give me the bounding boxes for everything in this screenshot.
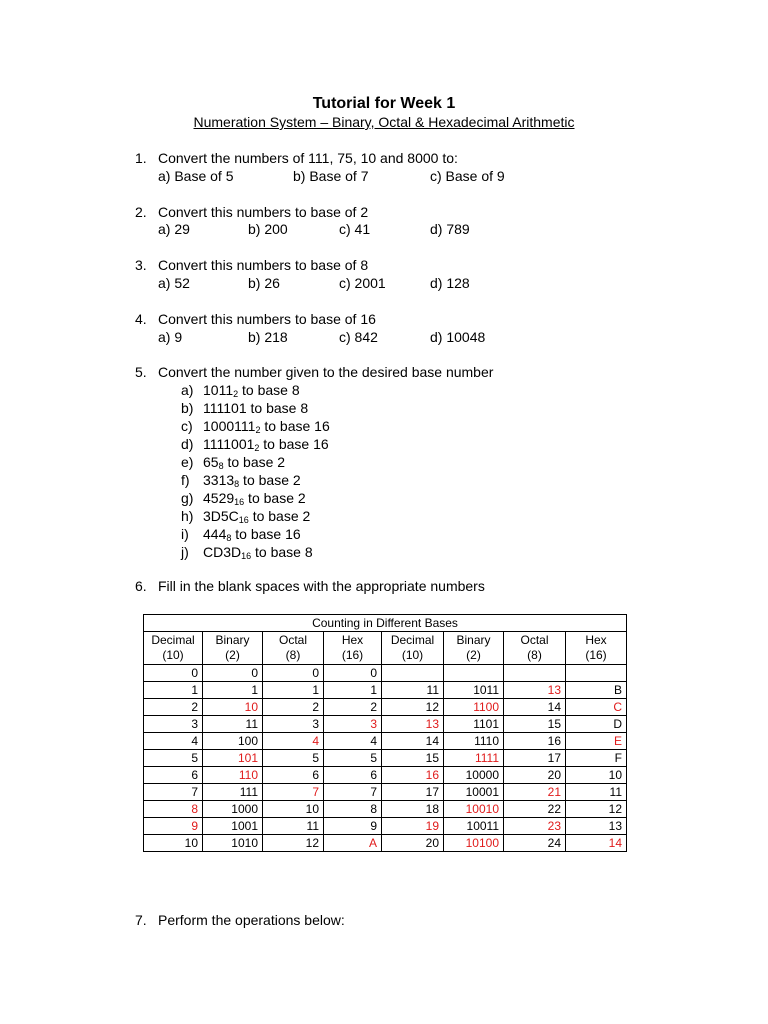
table-cell: 0: [263, 665, 324, 682]
question-2-option: c) 41: [339, 221, 371, 237]
item-target: to base 8: [238, 382, 300, 398]
question-5-item-text: [203, 544, 313, 561]
question-4-option: c) 842: [339, 329, 378, 345]
table-row: [144, 733, 627, 750]
column-header-base: (10): [401, 648, 424, 662]
table-cell: 2: [144, 699, 203, 716]
table-cell: 17: [382, 784, 444, 801]
table-cell: E: [566, 733, 627, 750]
table-cell: 16: [504, 733, 566, 750]
table-cell: 1011: [444, 682, 504, 699]
table-cell: 8: [324, 801, 382, 818]
column-header-base: (10): [162, 648, 184, 662]
table-row: [144, 784, 627, 801]
item-value: 111101: [203, 400, 247, 416]
column-header: [382, 632, 444, 665]
question-3-option: a) 52: [158, 275, 190, 291]
table-cell: 18: [382, 801, 444, 818]
table-cell: 13: [382, 716, 444, 733]
item-target: to base 8: [246, 400, 309, 416]
table-cell: 4: [263, 733, 324, 750]
table-cell: 100: [203, 733, 263, 750]
question-5-item-text: [203, 400, 308, 417]
column-header-base: (2): [225, 648, 240, 662]
question-5-item-text: [203, 472, 301, 489]
column-header-base: (2): [466, 648, 481, 662]
table-cell: 5: [144, 750, 203, 767]
table-cell: 4: [144, 733, 203, 750]
table-cell: 21: [504, 784, 566, 801]
column-header-name: Decimal: [390, 633, 435, 647]
question-5-item-text: [203, 490, 306, 507]
table-cell: 7: [324, 784, 382, 801]
item-base-subscript: 8: [226, 533, 232, 543]
column-header-base: (16): [585, 648, 607, 662]
table-cell: 1: [324, 682, 382, 699]
question-3-option: c) 2001: [339, 275, 386, 291]
table-cell: 110: [203, 767, 263, 784]
table-row: [144, 665, 627, 682]
table-cell: 15: [504, 716, 566, 733]
question-1-option: c) Base of 9: [430, 168, 505, 184]
table-cell: 0: [203, 665, 263, 682]
question-2-option: d) 789: [430, 221, 470, 237]
table-cell: 1111: [444, 750, 504, 767]
question-5-item-label: a): [181, 382, 194, 398]
table-cell: 10010: [444, 801, 504, 818]
page-title: Tutorial for Week 1: [312, 95, 456, 112]
table-cell: 2: [263, 699, 324, 716]
item-value: 4529: [203, 490, 235, 506]
question-1-option: a) Base of 5: [158, 168, 234, 184]
table-cell: [504, 665, 566, 682]
table-cell: 9: [324, 818, 382, 835]
question-5-item-label: c): [181, 418, 193, 434]
table-cell: B: [566, 682, 627, 699]
table-cell: 1100: [444, 699, 504, 716]
question-4-option: a) 9: [158, 329, 183, 345]
column-header-name: Hex: [585, 633, 607, 647]
table-cell: 5: [263, 750, 324, 767]
table-cell: 20: [504, 767, 566, 784]
table-cell: 3: [263, 716, 324, 733]
item-base-subscript: 16: [234, 497, 245, 507]
table-cell: 11: [382, 682, 444, 699]
table-cell: 5: [324, 750, 382, 767]
column-header: [566, 632, 627, 665]
table-cell: 15: [382, 750, 444, 767]
table-cell: [566, 665, 627, 682]
question-5-item-label: b): [181, 400, 194, 416]
table-cell: 8: [144, 801, 203, 818]
item-value: 3D5C: [203, 508, 239, 524]
table-cell: 10100: [444, 835, 504, 852]
table-row: [144, 699, 627, 716]
question-5-item-text: [203, 382, 300, 399]
table-cell: [382, 665, 444, 682]
item-base-subscript: 2: [255, 425, 261, 435]
question-5-text: Convert the number given to the desired base number: [158, 364, 494, 380]
table-cell: 6: [263, 767, 324, 784]
table-cell: 10001: [444, 784, 504, 801]
table-cell: 10: [144, 835, 203, 852]
table-cell: 13: [504, 682, 566, 699]
question-5-item-label: d): [181, 436, 194, 452]
item-base-subscript: 2: [254, 443, 260, 453]
table-cell: 0: [144, 665, 203, 682]
table-cell: D: [566, 716, 627, 733]
item-target: to base 8: [251, 544, 313, 560]
question-7-number: 7.: [135, 912, 147, 928]
question-3-text: Convert this numbers to base of 8: [158, 257, 369, 273]
table-cell: 1: [203, 682, 263, 699]
question-5-item-text: [203, 526, 301, 543]
table-cell: 20: [382, 835, 444, 852]
question-2-option: a) 29: [158, 221, 190, 237]
question-6-number: 6.: [135, 578, 147, 594]
table-cell: 10: [263, 801, 324, 818]
question-2-number: 2.: [135, 204, 147, 220]
table-row: [144, 716, 627, 733]
item-value: 3313: [203, 472, 235, 488]
table-cell: 14: [504, 699, 566, 716]
question-4-text: Convert this numbers to base of 16: [158, 311, 376, 327]
question-4-number: 4.: [135, 311, 147, 327]
table-cell: 12: [263, 835, 324, 852]
column-header-base: (8): [527, 648, 542, 662]
table-cell: 14: [382, 733, 444, 750]
table-cell: 19: [382, 818, 444, 835]
table-cell: 24: [504, 835, 566, 852]
item-value: 65: [203, 454, 219, 470]
table-cell: 6: [324, 767, 382, 784]
table-row: [144, 835, 627, 852]
table-cell: 1010: [203, 835, 263, 852]
table-cell: 13: [566, 818, 627, 835]
item-value: 444: [203, 526, 227, 542]
item-target: to base 16: [231, 526, 301, 542]
table-cell: 2: [324, 699, 382, 716]
column-header-base: (16): [341, 648, 364, 662]
question-6-text: Fill in the blank spaces with the appropriate numbers: [158, 578, 485, 594]
table-cell: 3: [144, 716, 203, 733]
item-target: to base 2: [239, 472, 301, 488]
table-cell: C: [566, 699, 627, 716]
table-cell: 10: [566, 767, 627, 784]
column-header-name: Decimal: [151, 633, 195, 647]
table-cell: 22: [504, 801, 566, 818]
table-cell: 10011: [444, 818, 504, 835]
column-header: [144, 632, 203, 665]
item-base-subscript: 16: [241, 551, 252, 561]
table-row: [144, 750, 627, 767]
column-header-name: Octal: [520, 633, 549, 647]
question-5-number: 5.: [135, 364, 147, 380]
column-header-name: Binary: [215, 633, 250, 647]
table-caption: Counting in Different Bases: [144, 615, 627, 632]
table-cell: 1101: [444, 716, 504, 733]
question-3-number: 3.: [135, 257, 147, 273]
table-cell: 16: [382, 767, 444, 784]
table-cell: 11: [203, 716, 263, 733]
item-target: to base 2: [248, 508, 311, 524]
table-cell: 14: [566, 835, 627, 852]
column-header: [324, 632, 382, 665]
table-row: [144, 767, 627, 784]
question-5-item-label: h): [181, 508, 194, 524]
column-header: [263, 632, 324, 665]
table-cell: 1: [144, 682, 203, 699]
table-row: [144, 801, 627, 818]
question-5-item-text: [203, 436, 329, 453]
item-value: 1000111: [203, 418, 256, 434]
question-1-number: 1.: [135, 150, 147, 166]
question-2-option: b) 200: [248, 221, 288, 237]
table-cell: 0: [324, 665, 382, 682]
table-cell: 10: [203, 699, 263, 716]
table-cell: 1001: [203, 818, 263, 835]
item-value: 1111001: [203, 436, 255, 452]
item-base-subscript: 16: [238, 515, 249, 525]
table-cell: 9: [144, 818, 203, 835]
table-cell: 7: [144, 784, 203, 801]
page-subtitle: Numeration System – Binary, Octal & Hexadecimal Arithmetic: [193, 114, 575, 130]
question-1-option: b) Base of 7: [293, 168, 369, 184]
column-header-name: Binary: [456, 633, 491, 647]
table-cell: 1: [263, 682, 324, 699]
table-cell: 12: [566, 801, 627, 818]
question-1-text: Convert the numbers of 111, 75, 10 and 8000 to:: [158, 150, 458, 166]
question-5-item-text: [203, 508, 310, 525]
table-cell: 11: [263, 818, 324, 835]
question-5-item-label: f): [181, 472, 190, 488]
table-cell: 4: [324, 733, 382, 750]
table-cell: 12: [382, 699, 444, 716]
question-3-option: d) 128: [430, 275, 470, 291]
item-target: to base 2: [244, 490, 306, 506]
table-cell: 1000: [203, 801, 263, 818]
table-cell: 1110: [444, 733, 504, 750]
table-cell: F: [566, 750, 627, 767]
column-header: [504, 632, 566, 665]
item-target: to base 16: [260, 418, 330, 434]
table-cell: 111: [203, 784, 263, 801]
column-header-name: Hex: [341, 633, 364, 647]
item-base-subscript: 8: [234, 479, 240, 489]
item-value: 1011: [203, 382, 234, 398]
question-5-item-text: [203, 454, 285, 471]
table-row: [144, 818, 627, 835]
question-5-item-text: [203, 418, 330, 435]
question-3-option: b) 26: [248, 275, 280, 291]
item-base-subscript: 2: [233, 389, 239, 399]
counting-bases-table: [143, 614, 627, 852]
column-header-base: (8): [285, 648, 301, 662]
table-cell: 101: [203, 750, 263, 767]
column-header: [203, 632, 263, 665]
question-4-option: d) 10048: [430, 329, 486, 345]
column-header-name: Octal: [278, 633, 307, 647]
item-target: to base 16: [259, 436, 329, 452]
item-base-subscript: 8: [218, 461, 224, 471]
question-5-item-label: e): [181, 454, 194, 470]
table-cell: 10000: [444, 767, 504, 784]
table-cell: A: [324, 835, 382, 852]
table-cell: 6: [144, 767, 203, 784]
table-cell: [444, 665, 504, 682]
item-target: to base 2: [223, 454, 286, 470]
table-cell: 17: [504, 750, 566, 767]
table-cell: 3: [324, 716, 382, 733]
item-value: CD3D: [203, 544, 242, 560]
table-cell: 7: [263, 784, 324, 801]
question-5-item-label: j): [181, 544, 189, 560]
question-4-option: b) 218: [248, 329, 288, 345]
question-2-text: Convert this numbers to base of 2: [158, 204, 369, 220]
column-header: [444, 632, 504, 665]
table-cell: 23: [504, 818, 566, 835]
question-5-item-label: i): [181, 526, 189, 542]
table-cell: 11: [566, 784, 627, 801]
question-5-item-label: g): [181, 490, 194, 506]
table-row: [144, 682, 627, 699]
question-7-text: Perform the operations below:: [158, 912, 345, 928]
